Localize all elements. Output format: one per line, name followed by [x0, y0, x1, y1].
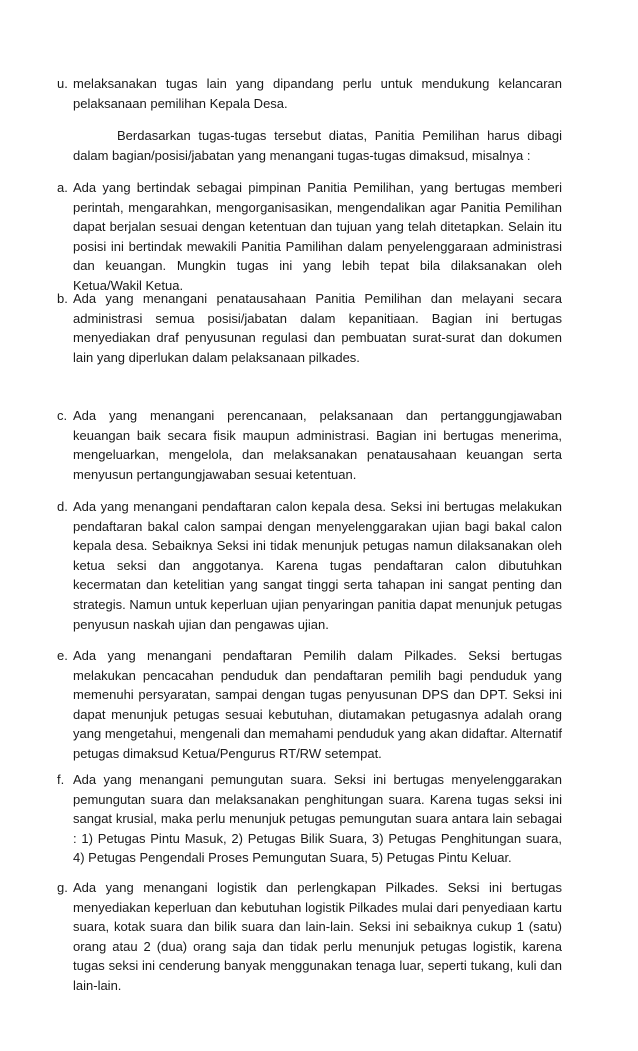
- list-marker: u.: [57, 76, 68, 91]
- list-item-text: Ada yang menangani pendaftaran calon kepala desa. Seksi ini bertugas melakukan pendaftaran bakal calon sampai dengan menyelenggarakan ujian bagi bakal calon kepala desa. Sebaiknya Seksi ini tidak menunjuk petugas namun dilaksanakan oleh ketua seksi dan anggotanya. Karena tugas pendaftaran calon dibutuhkan kecermatan dan ketelitian yang sangat tinggi serta tahapan ini sangat penting dan strategis. Namun untuk keperluan ujian penyaringan panitia dapat menunjuk petugas penyusun naskah ujian dan pengawas ujian.: [73, 499, 562, 632]
- list-item-a: [57, 178, 562, 296]
- list-marker: d.: [57, 499, 68, 514]
- list-marker: e.: [57, 648, 68, 663]
- list-item-f: [57, 770, 562, 868]
- list-item-b: [57, 289, 562, 367]
- list-item-text: Ada yang menangani pendaftaran Pemilih dalam Pilkades. Seksi bertugas melakukan pencacahan penduduk dan pendaftaran pemilih bagi penduduk yang memenuhi persyaratan, sampai dengan tugas penyusunan DPS dan DPT. Seksi ini dapat menunjuk petugas sesuai kebutuhan, diutamakan petugasnya adalah orang yang mengetahui, mengenali dan memahami penduduk yang akan didaftar. Alternatif petugas dimaksud Ketua/Pengurus RT/RW setempat.: [73, 648, 562, 761]
- list-marker: a.: [57, 180, 68, 195]
- list-item-c: [57, 406, 562, 484]
- list-marker: b.: [57, 291, 68, 306]
- list-item-u: [57, 74, 562, 113]
- list-item-text: Ada yang menangani penatausahaan Panitia Pemilihan dan melayani secara administrasi semua posisi/jabatan dalam kepanitiaan. Bagian ini bertugas menyediakan draf penyusunan regulasi dan pembuatan surat-surat dan dokumen lain yang diperlukan dalam pelaksanaan pilkades.: [73, 291, 562, 365]
- intro-paragraph: Berdasarkan tugas-tugas tersebut diatas, Panitia Pemilihan harus dibagi dalam bagian/posisi/jabatan yang menangani tugas-tugas dimaksud, misalnya :: [73, 128, 562, 163]
- list-marker: g.: [57, 880, 68, 895]
- list-item-g: [57, 878, 562, 996]
- list-item-d: [57, 497, 562, 634]
- list-item-text: melaksanakan tugas lain yang dipandang perlu untuk mendukung kelancaran pelaksanaan pemilihan Kepala Desa.: [73, 76, 562, 111]
- list-marker: c.: [57, 408, 68, 423]
- list-marker: f.: [57, 772, 65, 787]
- list-item-text: Ada yang menangani logistik dan perlengkapan Pilkades. Seksi ini bertugas menyediakan keperluan dan kebutuhan logistik Pilkades mulai dari penyediaan kartu suara, kotak suara dan bilik suara dan lain-lain. Seksi ini sebaiknya cukup 1 (satu) orang atau 2 (dua) orang saja dan tidak perlu menunjuk petugas logistik, karena tugas seksi ini cenderung banyak menggunakan tenaga luar, seperti tukang, kuli dan lain-lain.: [73, 880, 562, 993]
- list-item-text: Ada yang menangani pemungutan suara. Seksi ini bertugas menyelenggarakan pemungutan suara dan melaksanakan penghitungan suara. Karena tugas seksi ini sangat krusial, maka perlu menunjuk petugas pemungutan suara antara lain sebagai : 1) Petugas Pintu Masuk, 2) Petugas Bilik Suara, 3) Petugas Penghitungan suara, 4) Petugas Pengendali Proses Pemungutan Suara, 5) Petugas Pintu Keluar.: [73, 772, 562, 866]
- list-item-e: [57, 646, 562, 764]
- list-item-text: Ada yang menangani perencanaan, pelaksanaan dan pertanggungjawaban keuangan baik secara fisik maupun administrasi. Bagian ini bertugas menerima, mengeluarkan, mengelola, dan melaksanakan penatausahaan keuangan serta menyusun pertangungjawaban sesuai ketentuan.: [73, 408, 562, 482]
- list-item-text: Ada yang bertindak sebagai pimpinan Panitia Pemilihan, yang bertugas memberi perintah, mengarahkan, mengorganisasikan, mengendalikan agar Panitia Pemilihan dapat berjalan sesuai dengan ketentuan dan tujuan yang telah ditetapkan. Selain itu posisi ini bertindak mewakili Panitia Pamilihan dalam penyelenggaraan administrasi dan keuangan. Mungkin tugas ini yang lebih tepat bila dilaksanakan oleh Ketua/Wakil Ketua.: [73, 180, 562, 293]
